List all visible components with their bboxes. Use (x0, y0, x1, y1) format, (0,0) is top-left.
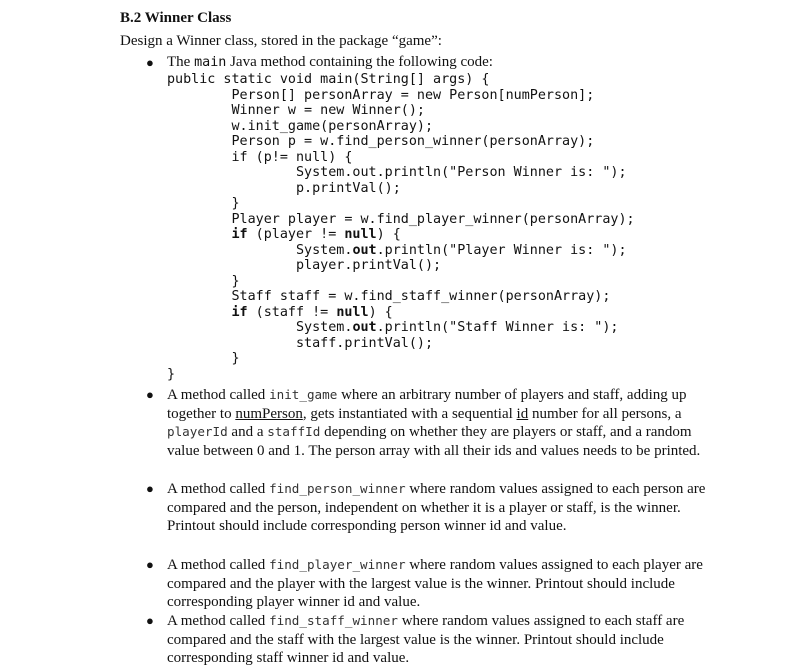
bullet-icon: ● (146, 387, 154, 402)
bullet-icon: ● (146, 55, 154, 70)
bullet-find-person-winner: A method called find_person_winner where random values assigned to each person are compared and the person, independent on whether it is a player or staff, is the winner. Printout should include corresponding person winner id and value. (167, 481, 706, 534)
bullet-find-player-winner: A method called find_player_winner where random values assigned to each player are compared and the player with the largest value is the winner. Printout should include corresponding player winner id and value. (167, 557, 703, 610)
bullet-icon: ● (146, 557, 154, 572)
code-block: public static void main(String[] args) { Person[] personArray = new Person[numPerson]; Winner w = new Winner(); w.init_game(personArray); Person p = w.find_person_winner(personArray); if (p!= null) { System.out.println("Person Winner is: "); p.printVal(); } Player player = w.find_player_winner(personArray); if (player != null) { System.out.println("Player Winner is: "); player.printVal(); } Staff staff = w.find_staff_winner(personArray); if (staff != null) { System.out.println("Staff Winner is: "); staff.printVal(); } } (167, 72, 635, 382)
bullet-main-method: The main Java method containing the following code: (167, 54, 493, 70)
bullet-icon: ● (146, 613, 154, 628)
section-heading: B.2 Winner Class (120, 10, 232, 26)
bullet-icon: ● (146, 481, 154, 496)
bullet-init-game: A method called init_game where an arbitrary number of players and staff, adding up together to numPerson, gets instantiated with a sequential id number for all persons, a playerId and a staffId depending on whether they are players or staff, and a random value between 0 and 1. The person array with all their ids and values needs to be printed. (167, 387, 701, 459)
inline-code: main (194, 55, 227, 70)
section-intro: Design a Winner class, stored in the package “game”: (120, 33, 442, 49)
bullet-find-staff-winner: A method called find_staff_winner where random values assigned to each staff are compared and the staff with the largest value is the winner. Printout should include corresponding staff winner id and value. (167, 613, 685, 666)
